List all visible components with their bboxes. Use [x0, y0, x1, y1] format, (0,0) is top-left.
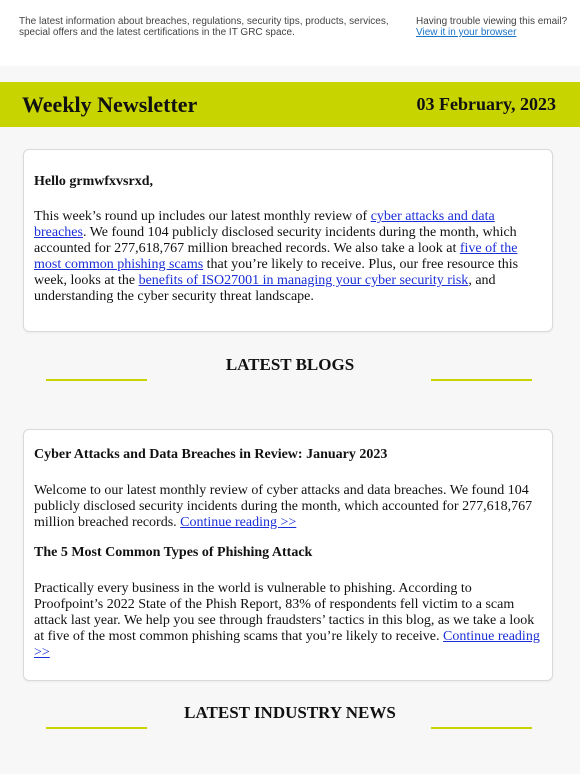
newsletter-title: Weekly Newsletter	[22, 92, 198, 117]
trouble-viewing-text: Having trouble viewing this email?	[416, 16, 568, 27]
iso27001-link[interactable]: benefits of ISO27001 in managing your cyber security risk	[138, 273, 469, 288]
blogs-divider-left	[46, 379, 147, 381]
blog-excerpt-2	[34, 581, 544, 661]
latest-industry-news-heading: LATEST INDUSTRY NEWS	[184, 703, 396, 722]
cyber-attacks-link[interactable]: cyber attacks and data breaches	[34, 209, 495, 240]
newsletter-date: 03 February, 2023	[416, 94, 556, 114]
blogs-divider-right	[431, 379, 532, 381]
intro-paragraph	[34, 209, 542, 305]
preheader	[0, 0, 580, 66]
news-divider-right	[431, 727, 532, 729]
intro-text-3: that you’re likely to receive. Plus, our free resource this week, looks at the	[34, 257, 519, 288]
phishing-scams-link[interactable]: five of the most common phishing scams	[34, 241, 518, 272]
blog-text-2: Practically every business in the world is vulnerable to phishing. According to Proofpoint’s 2022 State of the Phish Report, 83% of respondents fell victim to a scam attack last year. We help you see through fraudsters’ tactics in this blog, as we take a look at five of the most common phishing scams that you’re likely to receive.	[34, 581, 535, 644]
blogs-card	[23, 429, 553, 681]
news-divider-left	[46, 727, 147, 729]
continue-reading-link-2[interactable]: Continue reading >>	[34, 629, 540, 660]
view-in-browser-block	[416, 16, 576, 38]
latest-blogs-heading: LATEST BLOGS	[225, 355, 355, 374]
greeting: Hello grmwfxvsrxd,	[34, 174, 153, 189]
continue-reading-link-1[interactable]: Continue reading >>	[180, 515, 297, 530]
intro-card	[23, 149, 553, 332]
intro-text-4: , and understanding the cyber security threat landscape.	[34, 273, 496, 304]
view-in-browser-link[interactable]: View it in your browser	[416, 27, 517, 38]
blog-title-2: The 5 Most Common Types of Phishing Attack	[34, 545, 313, 560]
preheader-tagline: The latest information about breaches, regulations, security tips, products, services, special offers and the latest certifications in the IT GRC space.	[19, 16, 389, 38]
newsletter-banner	[0, 82, 580, 127]
blog-excerpt-1	[34, 483, 544, 531]
blog-text-1: Welcome to our latest monthly review of cyber attacks and data breaches. We found 104 publicly disclosed security incidents during the month, which accounted for 277,618,767 million breached records.	[34, 483, 533, 530]
intro-text-1: This week’s round up includes our latest monthly review of	[34, 209, 371, 224]
intro-text-2: . We found 104 publicly disclosed security incidents during the month, which accounted for 277,618,767 million breached records. We also take a look at	[34, 225, 517, 256]
blog-title-1: Cyber Attacks and Data Breaches in Review: January 2023	[34, 447, 388, 462]
